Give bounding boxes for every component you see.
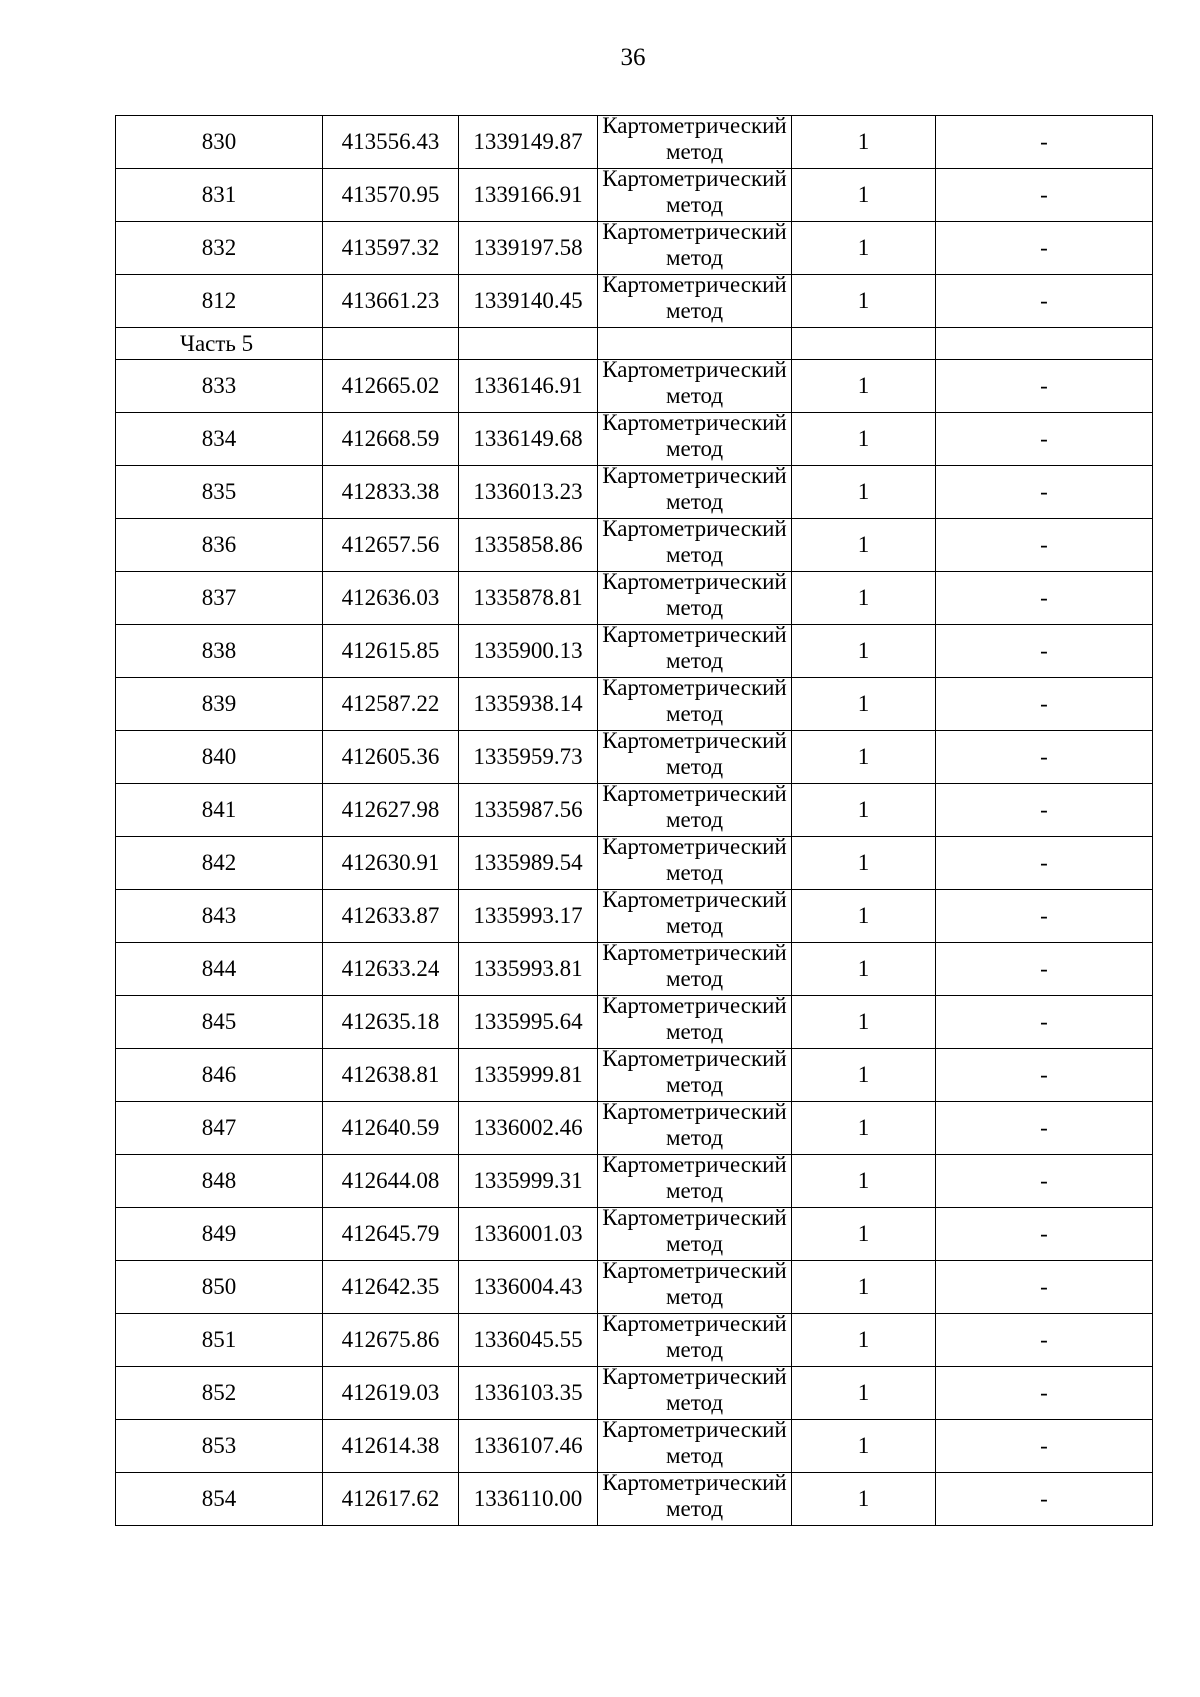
x-coordinate-cell: 412636.03 [323,572,459,625]
x-coordinate-cell: 412615.85 [323,625,459,678]
extra-cell: - [936,731,1153,784]
point-number-cell: 843 [116,890,323,943]
method-cell [598,837,792,890]
value-cell: 1 [792,625,936,678]
extra-cell: - [936,1261,1153,1314]
table-row [116,572,1153,625]
method-line-2: метод [665,1178,724,1203]
extra-cell: - [936,1049,1153,1102]
method-line-2: метод [665,595,724,620]
point-number-cell: 836 [116,519,323,572]
y-coordinate-cell: 1336045.55 [459,1314,598,1367]
extra-cell: - [936,466,1153,519]
extra-cell: - [936,1420,1153,1473]
method-line-1: Картометрический [602,1472,787,1495]
x-coordinate-cell: 412627.98 [323,784,459,837]
y-coordinate-cell: 1336146.91 [459,360,598,413]
method-line-1: Картометрический [602,465,787,488]
method-line-1: Картометрический [602,783,787,806]
method-line-1: Картометрический [602,221,787,244]
table-row [116,943,1153,996]
x-coordinate-cell: 413556.43 [323,116,459,169]
empty-cell [792,328,936,360]
point-number-cell: 838 [116,625,323,678]
y-coordinate-cell: 1339149.87 [459,116,598,169]
method-cell [598,1102,792,1155]
method-cell [598,996,792,1049]
value-cell: 1 [792,466,936,519]
method-line-1: Картометрический [602,1260,787,1283]
extra-cell: - [936,1155,1153,1208]
point-number-cell: 835 [116,466,323,519]
point-number-cell: 832 [116,222,323,275]
extra-cell: - [936,1473,1153,1526]
method-cell [598,360,792,413]
extra-cell: - [936,275,1153,328]
extra-cell: - [936,784,1153,837]
value-cell: 1 [792,1367,936,1420]
method-line-1: Картометрический [602,518,787,541]
method-line-2: метод [665,192,724,217]
y-coordinate-cell: 1335993.81 [459,943,598,996]
y-coordinate-cell: 1335999.31 [459,1155,598,1208]
method-line-1: Картометрический [602,942,787,965]
y-coordinate-cell: 1335938.14 [459,678,598,731]
point-number-cell: 852 [116,1367,323,1420]
empty-cell [598,328,792,360]
table-row [116,1102,1153,1155]
method-line-2: метод [665,1496,724,1521]
point-number-cell: 840 [116,731,323,784]
method-cell [598,116,792,169]
method-cell [598,890,792,943]
method-line-2: метод [665,1019,724,1044]
y-coordinate-cell: 1335989.54 [459,837,598,890]
extra-cell: - [936,1367,1153,1420]
method-cell [598,784,792,837]
method-cell [598,943,792,996]
method-line-1: Картометрический [602,115,787,138]
section-row [116,328,1153,360]
x-coordinate-cell: 412587.22 [323,678,459,731]
value-cell: 1 [792,890,936,943]
value-cell: 1 [792,1420,936,1473]
y-coordinate-cell: 1335999.81 [459,1049,598,1102]
table-row [116,837,1153,890]
method-line-2: метод [665,1284,724,1309]
x-coordinate-cell: 412657.56 [323,519,459,572]
method-cell [598,1420,792,1473]
method-cell [598,1155,792,1208]
y-coordinate-cell: 1335995.64 [459,996,598,1049]
x-coordinate-cell: 412638.81 [323,1049,459,1102]
method-line-1: Картометрический [602,1313,787,1336]
method-line-1: Картометрический [602,412,787,435]
y-coordinate-cell: 1339140.45 [459,275,598,328]
extra-cell: - [936,837,1153,890]
x-coordinate-cell: 412619.03 [323,1367,459,1420]
extra-cell: - [936,572,1153,625]
empty-cell [459,328,598,360]
x-coordinate-cell: 412675.86 [323,1314,459,1367]
point-number-cell: 831 [116,169,323,222]
point-number-cell: 830 [116,116,323,169]
x-coordinate-cell: 412665.02 [323,360,459,413]
value-cell: 1 [792,360,936,413]
y-coordinate-cell: 1335878.81 [459,572,598,625]
table-row [116,625,1153,678]
table-row [116,1420,1153,1473]
method-cell [598,1473,792,1526]
method-cell [598,678,792,731]
value-cell: 1 [792,1208,936,1261]
y-coordinate-cell: 1335858.86 [459,519,598,572]
value-cell: 1 [792,731,936,784]
extra-cell: - [936,169,1153,222]
value-cell: 1 [792,837,936,890]
extra-cell: - [936,222,1153,275]
extra-cell: - [936,625,1153,678]
point-number-cell: 834 [116,413,323,466]
point-number-cell: 853 [116,1420,323,1473]
method-line-2: метод [665,139,724,164]
point-number-cell: 841 [116,784,323,837]
method-line-2: метод [665,1390,724,1415]
method-line-2: метод [665,1231,724,1256]
value-cell: 1 [792,275,936,328]
method-cell [598,466,792,519]
method-cell [598,1208,792,1261]
method-line-1: Картометрический [602,995,787,1018]
method-line-2: метод [665,966,724,991]
value-cell: 1 [792,943,936,996]
value-cell: 1 [792,116,936,169]
method-line-1: Картометрический [602,168,787,191]
empty-cell [936,328,1153,360]
method-cell [598,169,792,222]
method-cell [598,413,792,466]
point-number-cell: 854 [116,1473,323,1526]
method-cell [598,519,792,572]
x-coordinate-cell: 412630.91 [323,837,459,890]
table-row [116,222,1153,275]
method-line-2: метод [665,807,724,832]
x-coordinate-cell: 413597.32 [323,222,459,275]
table-row [116,1314,1153,1367]
x-coordinate-cell: 412645.79 [323,1208,459,1261]
x-coordinate-cell: 412617.62 [323,1473,459,1526]
value-cell: 1 [792,678,936,731]
point-number-cell: 847 [116,1102,323,1155]
x-coordinate-cell: 413661.23 [323,275,459,328]
method-line-2: метод [665,1443,724,1468]
value-cell: 1 [792,1049,936,1102]
point-number-cell: 845 [116,996,323,1049]
method-line-1: Картометрический [602,1154,787,1177]
point-number-cell: 850 [116,1261,323,1314]
method-line-2: метод [665,542,724,567]
method-line-1: Картометрический [602,1207,787,1230]
method-line-1: Картометрический [602,836,787,859]
method-cell [598,1367,792,1420]
method-line-1: Картометрический [602,571,787,594]
method-line-1: Картометрический [602,1366,787,1389]
y-coordinate-cell: 1336107.46 [459,1420,598,1473]
value-cell: 1 [792,1102,936,1155]
extra-cell: - [936,360,1153,413]
value-cell: 1 [792,413,936,466]
table-row [116,1049,1153,1102]
method-cell [598,1049,792,1102]
extra-cell: - [936,1102,1153,1155]
y-coordinate-cell: 1336149.68 [459,413,598,466]
table-row [116,1367,1153,1420]
method-line-2: метод [665,754,724,779]
method-line-1: Картометрический [602,624,787,647]
y-coordinate-cell: 1336002.46 [459,1102,598,1155]
table-row [116,1473,1153,1526]
value-cell: 1 [792,784,936,837]
method-cell [598,625,792,678]
table-row [116,116,1153,169]
point-number-cell: 849 [116,1208,323,1261]
method-line-2: метод [665,436,724,461]
method-line-2: метод [665,1337,724,1362]
method-line-2: метод [665,298,724,323]
extra-cell: - [936,996,1153,1049]
point-number-cell: 842 [116,837,323,890]
y-coordinate-cell: 1339166.91 [459,169,598,222]
table-row [116,275,1153,328]
extra-cell: - [936,116,1153,169]
extra-cell: - [936,1208,1153,1261]
method-cell [598,572,792,625]
method-line-1: Картометрический [602,1048,787,1071]
extra-cell: - [936,519,1153,572]
point-number-cell: 846 [116,1049,323,1102]
value-cell: 1 [792,1261,936,1314]
x-coordinate-cell: 412642.35 [323,1261,459,1314]
method-line-2: метод [665,1125,724,1150]
value-cell: 1 [792,169,936,222]
x-coordinate-cell: 412640.59 [323,1102,459,1155]
x-coordinate-cell: 413570.95 [323,169,459,222]
y-coordinate-cell: 1336001.03 [459,1208,598,1261]
table-row [116,1261,1153,1314]
method-line-2: метод [665,245,724,270]
value-cell: 1 [792,519,936,572]
x-coordinate-cell: 412605.36 [323,731,459,784]
method-line-2: метод [665,1072,724,1097]
extra-cell: - [936,678,1153,731]
value-cell: 1 [792,996,936,1049]
method-line-2: метод [665,489,724,514]
method-line-2: метод [665,383,724,408]
extra-cell: - [936,943,1153,996]
page-number: 36 [620,44,646,71]
method-line-2: метод [665,701,724,726]
method-line-2: метод [665,913,724,938]
y-coordinate-cell: 1335900.13 [459,625,598,678]
value-cell: 1 [792,572,936,625]
extra-cell: - [936,413,1153,466]
point-number-cell: 839 [116,678,323,731]
table-row [116,519,1153,572]
x-coordinate-cell: 412668.59 [323,413,459,466]
x-coordinate-cell: 412833.38 [323,466,459,519]
y-coordinate-cell: 1336013.23 [459,466,598,519]
method-cell [598,1314,792,1367]
method-line-2: метод [665,860,724,885]
y-coordinate-cell: 1336103.35 [459,1367,598,1420]
value-cell: 1 [792,1473,936,1526]
y-coordinate-cell: 1335993.17 [459,890,598,943]
table-row [116,466,1153,519]
table-row [116,784,1153,837]
method-line-1: Картометрический [602,274,787,297]
table-row [116,360,1153,413]
value-cell: 1 [792,222,936,275]
method-line-1: Картометрический [602,1101,787,1124]
section-label: Часть 5 [116,328,323,360]
y-coordinate-cell: 1336004.43 [459,1261,598,1314]
table-row [116,169,1153,222]
table-row [116,1155,1153,1208]
x-coordinate-cell: 412633.87 [323,890,459,943]
method-line-1: Картометрический [602,359,787,382]
x-coordinate-cell: 412644.08 [323,1155,459,1208]
method-cell [598,222,792,275]
method-line-1: Картометрический [602,677,787,700]
point-number-cell: 844 [116,943,323,996]
method-line-1: Картометрический [602,1419,787,1442]
table-row [116,996,1153,1049]
table-row [116,890,1153,943]
y-coordinate-cell: 1335987.56 [459,784,598,837]
table-row [116,678,1153,731]
x-coordinate-cell: 412635.18 [323,996,459,1049]
table-row [116,731,1153,784]
point-number-cell: 851 [116,1314,323,1367]
extra-cell: - [936,1314,1153,1367]
table-row [116,1208,1153,1261]
coordinates-table [115,115,1153,1526]
y-coordinate-cell: 1335959.73 [459,731,598,784]
value-cell: 1 [792,1155,936,1208]
method-line-1: Картометрический [602,889,787,912]
y-coordinate-cell: 1336110.00 [459,1473,598,1526]
point-number-cell: 837 [116,572,323,625]
method-line-2: метод [665,648,724,673]
point-number-cell: 848 [116,1155,323,1208]
point-number-cell: 812 [116,275,323,328]
value-cell: 1 [792,1314,936,1367]
empty-cell [323,328,459,360]
method-cell [598,1261,792,1314]
y-coordinate-cell: 1339197.58 [459,222,598,275]
method-cell [598,731,792,784]
x-coordinate-cell: 412633.24 [323,943,459,996]
table-body [116,116,1153,1526]
method-cell [598,275,792,328]
x-coordinate-cell: 412614.38 [323,1420,459,1473]
method-line-1: Картометрический [602,730,787,753]
point-number-cell: 833 [116,360,323,413]
extra-cell: - [936,890,1153,943]
table-row [116,413,1153,466]
